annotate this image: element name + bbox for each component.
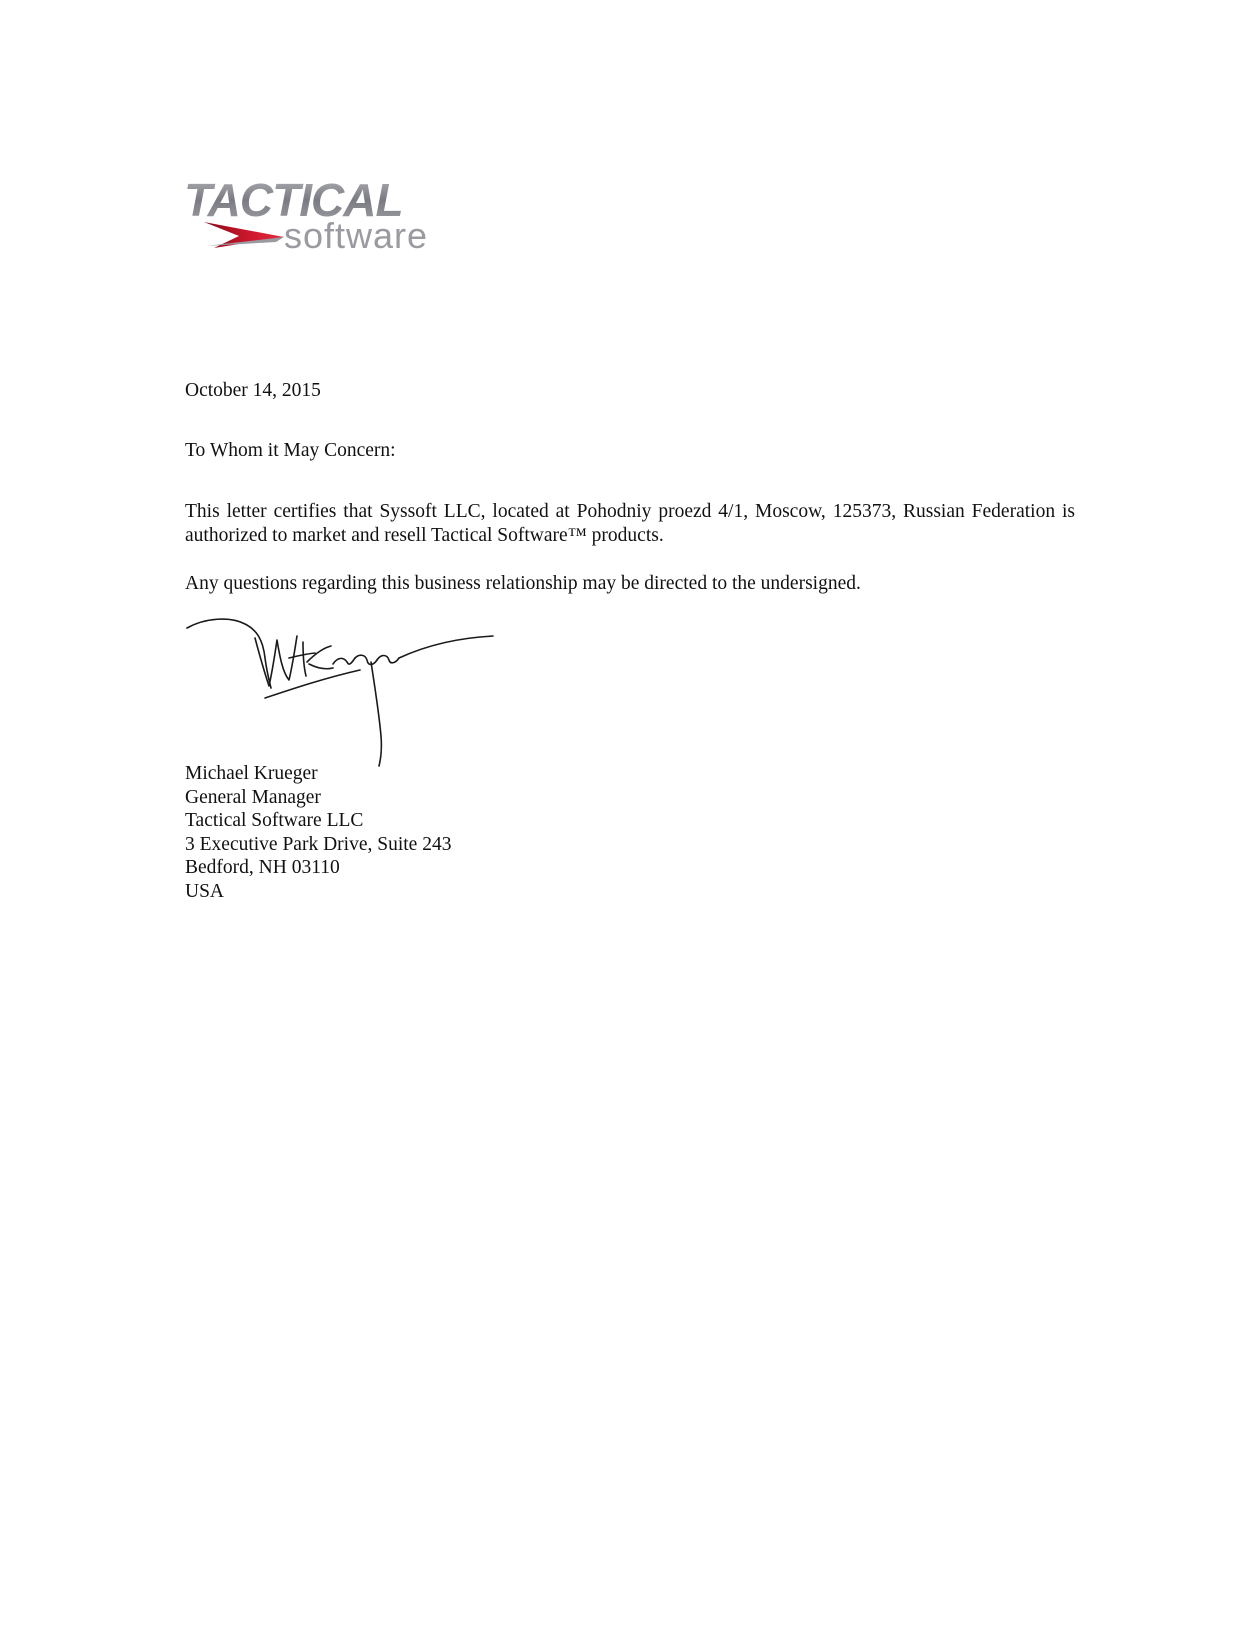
salutation: To Whom it May Concern: (185, 440, 396, 461)
handwritten-signature (185, 618, 495, 768)
signatory-name: Michael Krueger (185, 763, 318, 784)
signatory-company: Tactical Software LLC (185, 810, 364, 831)
body-paragraph-2: Any questions regarding this business relationship may be directed to the undersigned. (185, 573, 861, 594)
signatory-address-line-2: Bedford, NH 03110 (185, 857, 340, 878)
signatory-title: General Manager (185, 786, 321, 808)
tactical-software-logo (184, 176, 544, 266)
body-paragraph-1: This letter certifies that Syssoft LLC, located at Pohodniy proezd 4/1, Moscow, 125373, Russian Federation is authorized to market and resell Tactical Software™ products. (185, 501, 1075, 546)
logo-word-software: software (284, 215, 429, 256)
signatory-country: USA (185, 880, 225, 902)
logo-word-tactical: TACTICAL (184, 176, 403, 226)
signature-block (185, 762, 451, 903)
signatory-address-line-1: 3 Executive Park Drive, Suite 243 (185, 833, 452, 855)
letter-date: October 14, 2015 (185, 380, 321, 401)
